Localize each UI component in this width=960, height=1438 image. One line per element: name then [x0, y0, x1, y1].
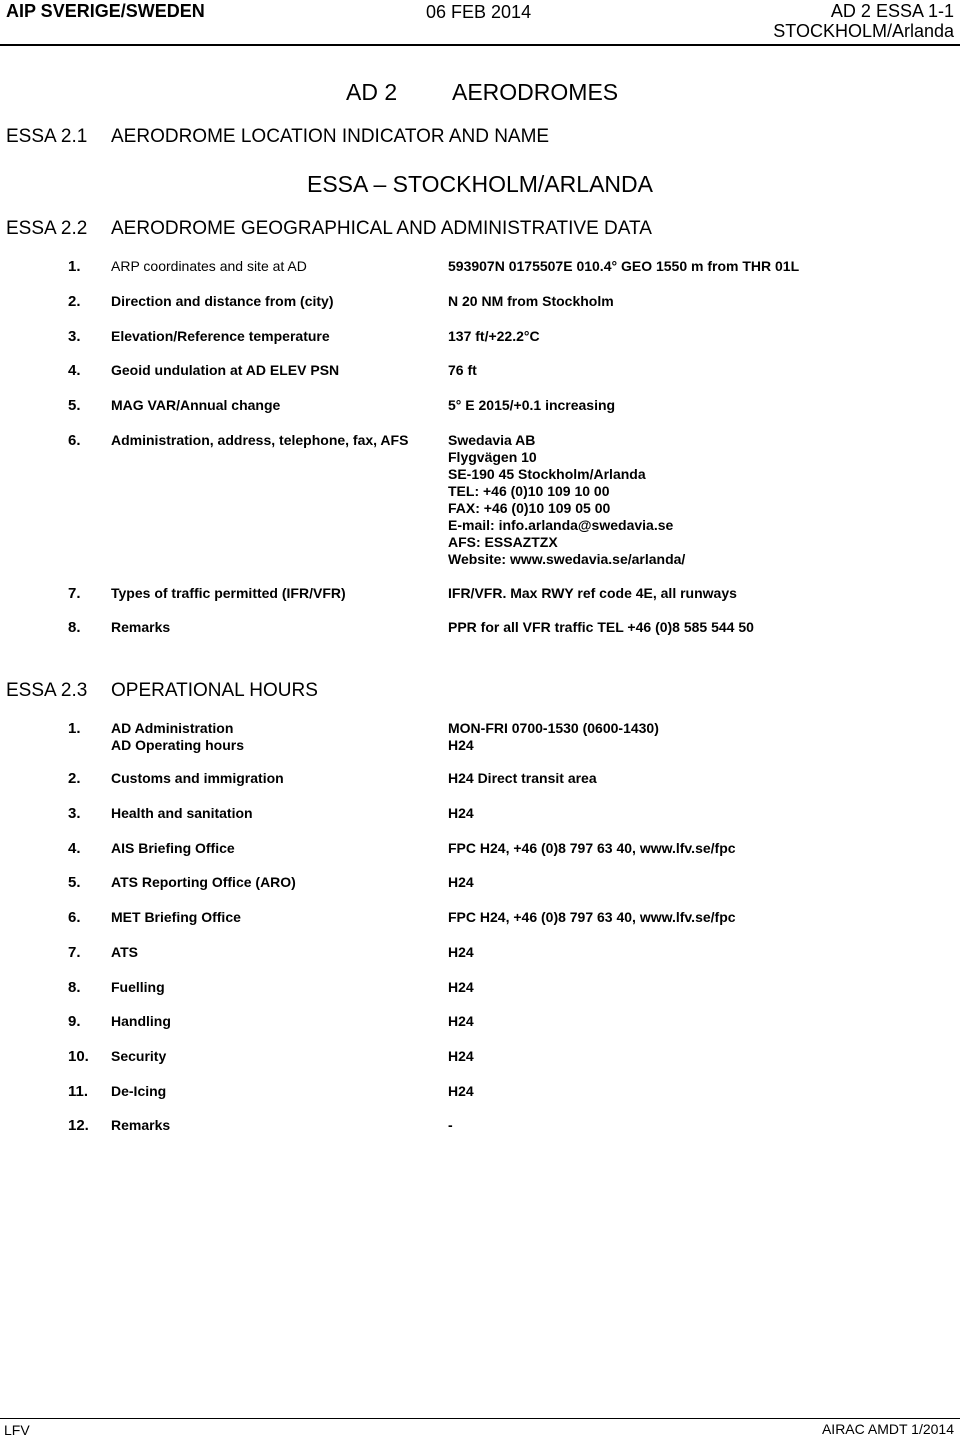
row-label: Administration, address, telephone, fax, AFS	[111, 432, 409, 448]
aerodrome-name: ESSA – STOCKHOLM/ARLANDA	[307, 171, 653, 197]
row-number: 1.	[68, 720, 81, 737]
footer-right: AIRAC AMDT 1/2014	[821, 1421, 954, 1437]
row-value: N 20 NM from Stockholm	[448, 293, 614, 309]
row-number: 8.	[68, 979, 81, 996]
row-number: 4.	[68, 840, 81, 857]
row-value: 593907N 0175507E 010.4° GEO 1550 m from THR 01L	[448, 258, 800, 274]
row-label: Customs and immigration	[111, 770, 284, 786]
row-value: -	[448, 1117, 453, 1133]
row-label: ARP coordinates and site at AD	[111, 258, 307, 274]
row-value: 76 ft	[448, 362, 477, 378]
row-number: 2.	[68, 770, 81, 787]
row-label: Remarks	[111, 1117, 171, 1133]
row-number: 9.	[68, 1013, 81, 1030]
row-label: Fuelling	[111, 979, 165, 995]
footer-left: LFV	[4, 1422, 30, 1438]
row-number: 8.	[68, 619, 81, 636]
row-value: MON-FRI 0700-1530 (0600-1430) H24	[448, 720, 659, 753]
row-number: 4.	[68, 362, 81, 379]
row-value: 5° E 2015/+0.1 increasing	[448, 397, 616, 413]
row-number: 7.	[68, 944, 81, 961]
row-label: AIS Briefing Office	[111, 840, 235, 856]
row-number: 6.	[68, 909, 81, 926]
row-label: De-Icing	[111, 1083, 167, 1099]
header-rule	[0, 44, 960, 46]
row-number: 5.	[68, 397, 81, 414]
row-label: Security	[111, 1048, 167, 1064]
row-value: H24	[448, 1048, 474, 1064]
row-number: 10.	[68, 1048, 89, 1065]
section-2-3-title: OPERATIONAL HOURS	[111, 680, 318, 701]
row-label: Health and sanitation	[111, 805, 253, 821]
row-number: 1.	[68, 258, 81, 275]
row-number: 6.	[68, 432, 81, 449]
row-value: H24	[448, 874, 474, 890]
row-value: H24	[448, 1013, 474, 1029]
row-label: ATS	[111, 944, 138, 960]
row-value: H24	[448, 1083, 474, 1099]
row-label: Handling	[111, 1013, 171, 1029]
row-number: 2.	[68, 293, 81, 310]
row-value: FPC H24, +46 (0)8 797 63 40, www.lfv.se/fpc	[448, 840, 736, 856]
section-2-1-code: ESSA 2.1	[6, 126, 88, 147]
row-value: H24 Direct transit area	[448, 770, 597, 786]
row-label: Remarks	[111, 619, 171, 635]
row-label: Geoid undulation at AD ELEV PSN	[111, 362, 340, 378]
row-value: IFR/VFR. Max RWY ref code 4E, all runways	[448, 585, 737, 601]
row-value: H24	[448, 979, 474, 995]
row-number: 3.	[68, 328, 81, 345]
row-number: 3.	[68, 805, 81, 822]
row-number: 7.	[68, 585, 81, 602]
section-2-1-title: AERODROME LOCATION INDICATOR AND NAME	[111, 126, 550, 147]
row-label: Types of traffic permitted (IFR/VFR)	[111, 585, 346, 601]
row-label: MET Briefing Office	[111, 909, 241, 925]
part-title: AERODROMES	[452, 79, 619, 105]
header-date: 06 FEB 2014	[426, 2, 532, 22]
header-left: AIP SVERIGE/SWEDEN	[6, 1, 205, 21]
row-value: FPC H24, +46 (0)8 797 63 40, www.lfv.se/fpc	[448, 909, 736, 925]
row-label: Direction and distance from (city)	[111, 293, 334, 309]
footer-rule	[0, 1418, 960, 1419]
row-number: 12.	[68, 1117, 89, 1134]
header-location: STOCKHOLM/Arlanda	[773, 21, 954, 41]
row-value: H24	[448, 805, 474, 821]
section-2-2-title: AERODROME GEOGRAPHICAL AND ADMINISTRATIVE DATA	[111, 218, 652, 239]
row-value: Swedavia AB Flygvägen 10 SE-190 45 Stockholm/Arlanda TEL: +46 (0)10 109 10 00 FAX: +46 (0)10 109 05 00 E-mail: info.arlanda@swedavia.se AFS: ESSAZTZX Website: www.swedavia.se/arlanda/	[448, 432, 686, 567]
row-number: 5.	[68, 874, 81, 891]
row-label: AD Administration AD Operating hours	[111, 720, 245, 753]
row-label: Elevation/Reference temperature	[111, 328, 330, 344]
row-number: 11.	[68, 1083, 89, 1100]
part-code: AD 2	[346, 79, 398, 105]
row-value: 137 ft/+22.2°C	[448, 328, 540, 344]
section-2-3-code: ESSA 2.3	[6, 680, 88, 701]
row-label: ATS Reporting Office (ARO)	[111, 874, 296, 890]
row-value: PPR for all VFR traffic TEL +46 (0)8 585 544 50	[448, 619, 754, 635]
section-2-2-code: ESSA 2.2	[6, 218, 88, 239]
row-label: MAG VAR/Annual change	[111, 397, 281, 413]
row-value: H24	[448, 944, 474, 960]
header-page-ref: AD 2 ESSA 1-1	[830, 1, 954, 21]
